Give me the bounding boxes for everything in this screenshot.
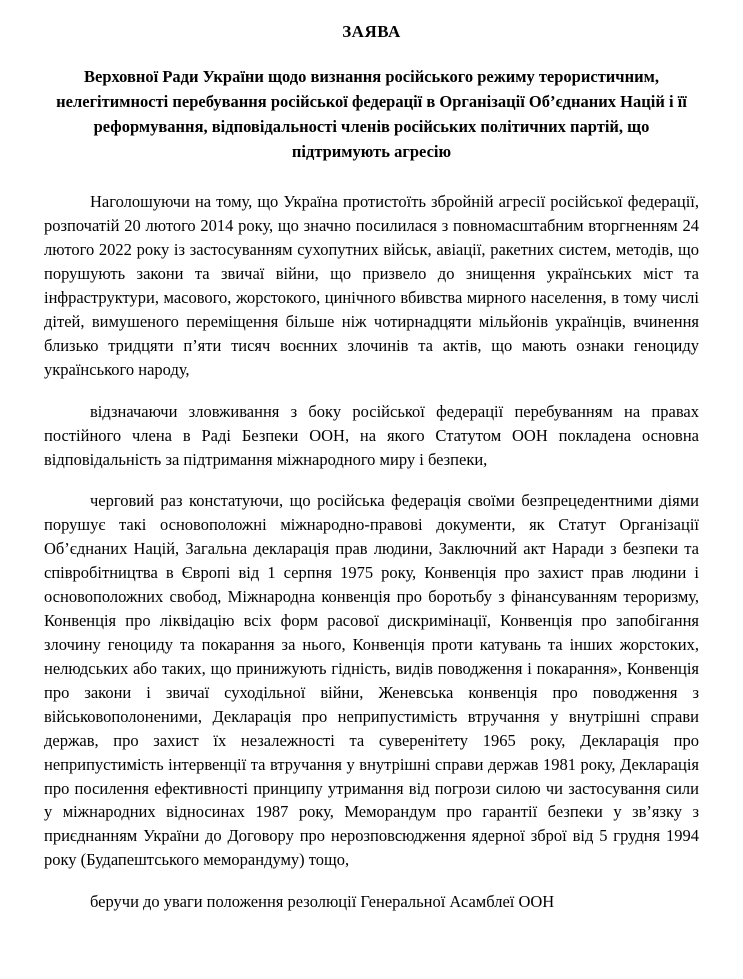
paragraph: Наголошуючи на тому, що Україна протистоїть збройній агресії російської федерації, розпочатій 20 лютого 2014 року, що значно посилилася з повномасштабним вторгненням 24 лютого 2022 року із застосуванням сухопутних військ, авіації, ракетних систем, методів, що порушують закони та звичаї війни, що призвело до знищення українських міст та інфраструктури, масового, жорстокого, цинічного вбивства мирного населення, в тому числі дітей, вимушеного переміщення більше ніж чотирнадцяти мільйонів українців, вчинення близько тридцяти п’яти тисяч воєнних злочинів та актів, що мають ознаки геноциду українського народу, xyxy=(44,192,699,379)
document-subtitle: Верховної Ради України щодо визнання російського режиму терористичним, нелегітимності перебування російської федерації в Організації Об’єднаних Націй і її реформування, відповідальності членів російських політичних партій, що підтримують агресію xyxy=(56,67,687,162)
paragraph: черговий раз констатуючи, що російська федерація своїми безпрецедентними діями порушує такі основоположні міжнародно-правові документи, як Статут Організації Об’єднаних Націй, Загальна декларація прав людини, Заключний акт Наради з безпеки та співробітництва в Європі від 1 серпня 1975 року, Конвенція про захист прав людини і основоположних свобод, Міжнародна конвенція про боротьбу з фінансуванням тероризму, Конвенція про ліквідацію всіх форм расової дискримінації, Конвенція про запобігання злочину геноциду та покарання за нього, Конвенція проти катувань та інших жорстоких, нелюдських або таких, що принижують гідність, видів поводження і покарання», Конвенція про закони і звичаї суходільної війни, Женевська конвенція про поводження з військовополоненими, Декларація про неприпустимість втручання у внутрішні справи держав, про захист їх незалежності та суверенітету 1965 року, Декларація про неприпустимість інтервенції та втручання у внутрішні справи держав 1981 року, Декларація про посилення ефективності принципу утримання від погрози силою чи застосування сили у міжнародних відносинах 1987 року, Меморандум про гарантії безпеки у зв’язку з приєднанням України до Договору про нерозповсюдження ядерної зброї від 5 грудня 1994 року (Будапештського меморандуму) тощо, xyxy=(44,491,699,870)
paragraph: відзначаючи зловживання з боку російської федерації перебуванням на правах постійного члена в Раді Безпеки ООН, на якого Статутом ООН покладена основна відповідальність за підтримання міжнародного миру і безпеки, xyxy=(44,401,699,469)
document-body xyxy=(44,190,699,914)
paragraph: беручи до уваги положення резолюції Генеральної Асамблеї ООН xyxy=(90,892,555,912)
page-title: ЗАЯВА xyxy=(342,22,401,41)
